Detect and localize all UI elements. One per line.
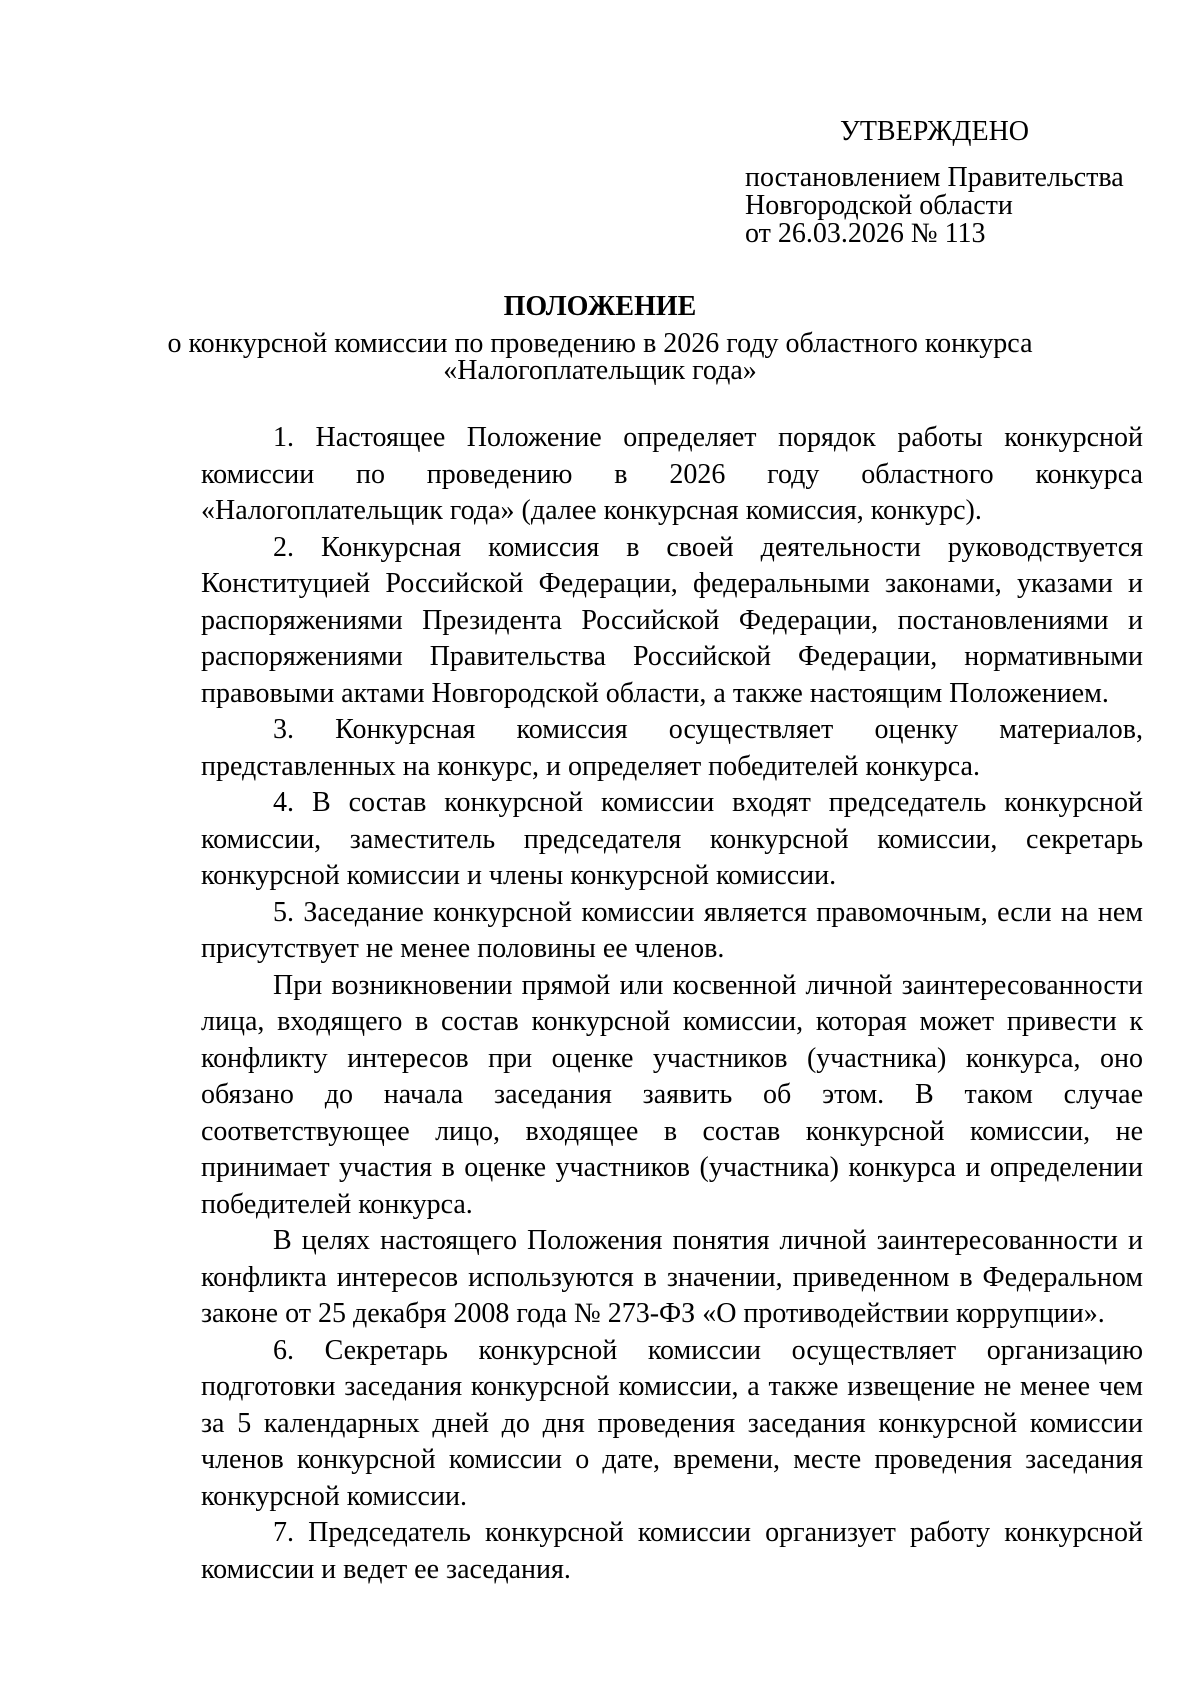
approval-line-3: от 26.03.2026 № 113 — [745, 218, 986, 249]
paragraph-2: 2. Конкурсная комиссия в своей деятельности руководствуется Конституцией Российской Федерации, федеральными законами, указами и распоряжениями Президента Российской Федерации, постановлениями и распоряжениями Правительства Российской Федерации, нормативными правовыми актами Новгородской области, а также настоящим Положением. — [201, 531, 1143, 709]
approval-title: УТВЕРЖДЕНО — [840, 116, 1030, 147]
paragraph-5-definitions: В целях настоящего Положения понятия личной заинтересованности и конфликта интересов используются в значении, приведенном в Федеральном законе от 25 декабря 2008 года № 273-ФЗ «О противодействии коррупции». — [201, 1225, 1143, 1329]
paragraph-7: 7. Председатель конкурсной комиссии организует работу конкурсной комиссии и ведет ее заседания. — [201, 1517, 1143, 1585]
paragraph-1: 1. Настоящее Положение определяет порядок работы конкурсной комиссии по проведению в 2026 году областного конкурса «Налогоплательщик года» (далее конкурсная комиссия, конкурс). — [201, 422, 1143, 526]
paragraph-5-conflict: При возникновении прямой или косвенной личной заинтересованности лица, входящего в состав конкурсной комиссии, которая может привести к конфликту интересов при оценке участников (участника) конкурса, оно обязано до начала заседания заявить об этом. В таком случае соответствующее лицо, входящее в состав конкурсной комиссии, не принимает участия в оценке участников (участника) конкурса и определении победителей конкурса. — [201, 969, 1143, 1220]
paragraph-6: 6. Секретарь конкурсной комиссии осуществляет организацию подготовки заседания конкурсной комиссии, а также извещение не менее чем за 5 календарных дней до дня проведения заседания конкурсной комиссии членов конкурсной комиссии о дате, времени, месте проведения заседания конкурсной комиссии. — [201, 1334, 1143, 1512]
document-body — [201, 420, 1143, 1588]
paragraph-3: 3. Конкурсная комиссия осуществляет оценку материалов, представленных на конкурс, и определяет победителей конкурса. — [201, 714, 1143, 782]
document-subtitle-line-2: «Налогоплательщик года» — [443, 355, 757, 386]
document-subtitle — [0, 330, 1200, 384]
document-subtitle-line-1: о конкурсной комиссии по проведению в 2026 году областного конкурса — [167, 328, 1033, 359]
approval-line-2: Новгородской области — [745, 190, 1013, 221]
paragraph-5: 5. Заседание конкурсной комиссии является правомочным, если на нем присутствует не менее половины ее членов. — [201, 896, 1143, 964]
paragraph-4: 4. В состав конкурсной комиссии входят председатель конкурсной комиссии, заместитель председателя конкурсной комиссии, секретарь конкурсной комиссии и члены конкурсной комиссии. — [201, 787, 1143, 891]
document-title: ПОЛОЖЕНИЕ — [503, 291, 697, 322]
approval-stamp — [745, 118, 1124, 248]
approval-line-1: постановлением Правительства — [745, 162, 1124, 193]
